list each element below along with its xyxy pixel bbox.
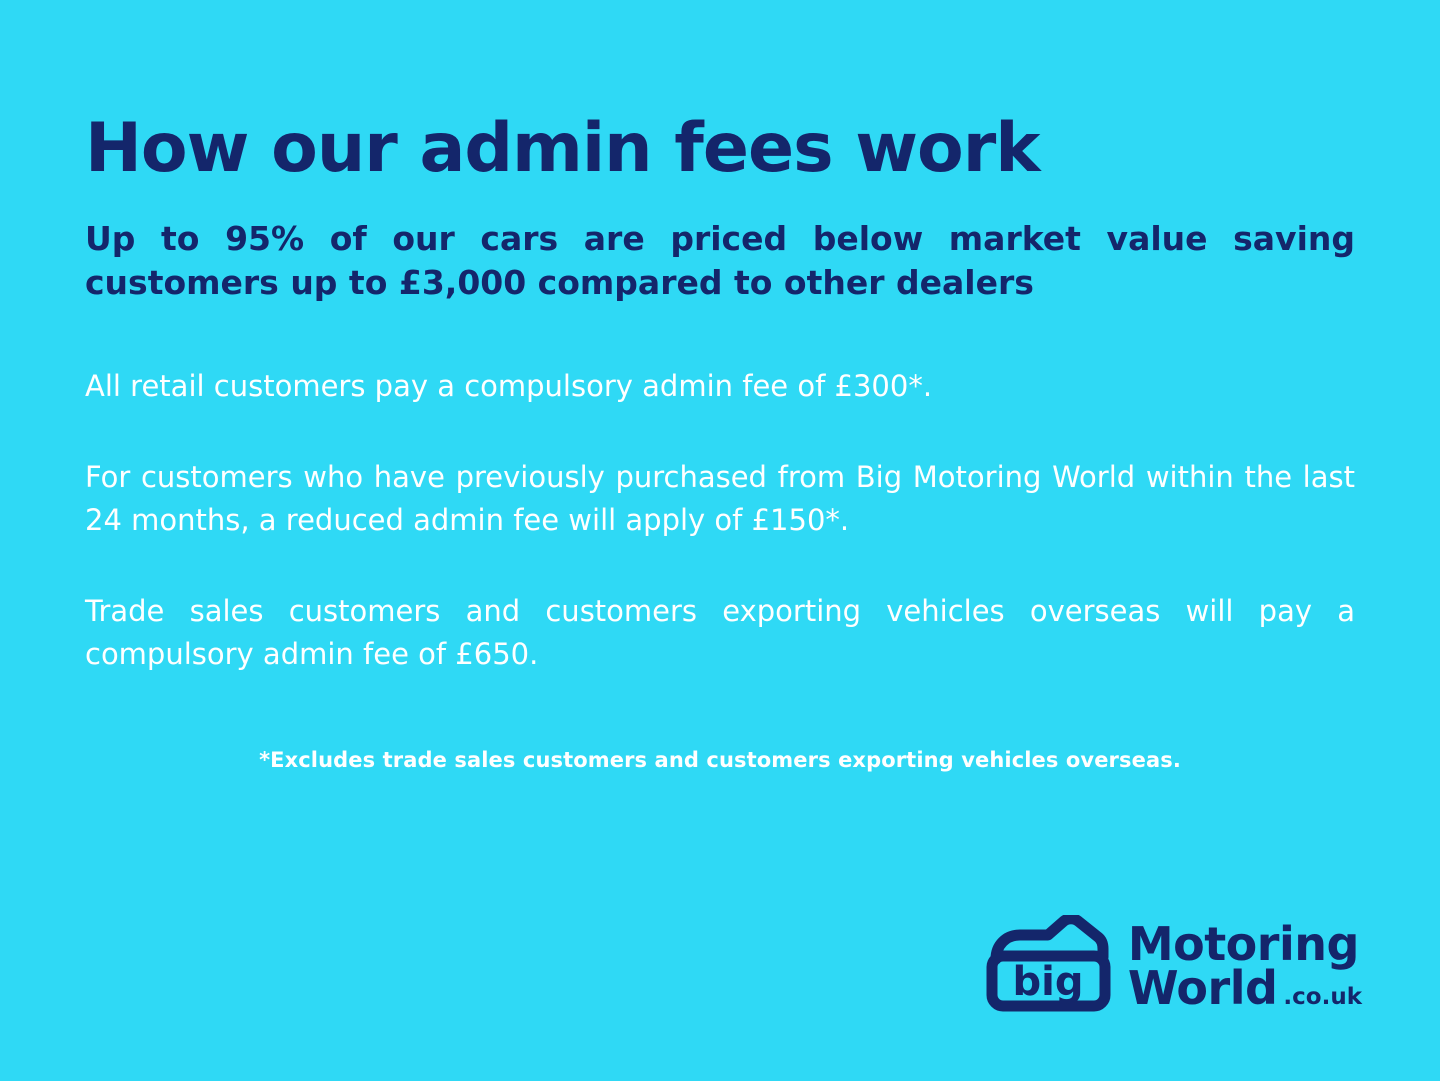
subheadline: Up to 95% of our cars are priced below market value saving customers up to £3,000 compared to other dealers <box>85 219 1355 303</box>
paragraph-trade-export-fee: Trade sales customers and customers exporting vehicles overseas will pay a compulsory admin fee of £650. <box>85 593 1355 671</box>
brand-wordmark <box>1127 917 1362 1015</box>
page-title: How our admin fees work <box>85 109 1040 188</box>
brand-line-1: Motoring <box>1127 917 1359 972</box>
paragraph-retail-fee: All retail customers pay a compulsory admin fee of £300*. <box>85 369 933 404</box>
brand-logo <box>982 915 1362 1019</box>
svg-text:big: big <box>1012 959 1084 1005</box>
brand-line-2: World <box>1127 961 1278 1015</box>
big-car-icon <box>982 915 1114 1019</box>
paragraph-returning-customer-fee: For customers who have previously purchased from Big Motoring World within the last 24 months, a reduced admin fee will apply of £150*. <box>85 460 1355 537</box>
footnote-exclusions: *Excludes trade sales customers and customers exporting vehicles overseas. <box>259 747 1181 772</box>
brand-domain: .co.uk <box>1283 984 1362 1010</box>
